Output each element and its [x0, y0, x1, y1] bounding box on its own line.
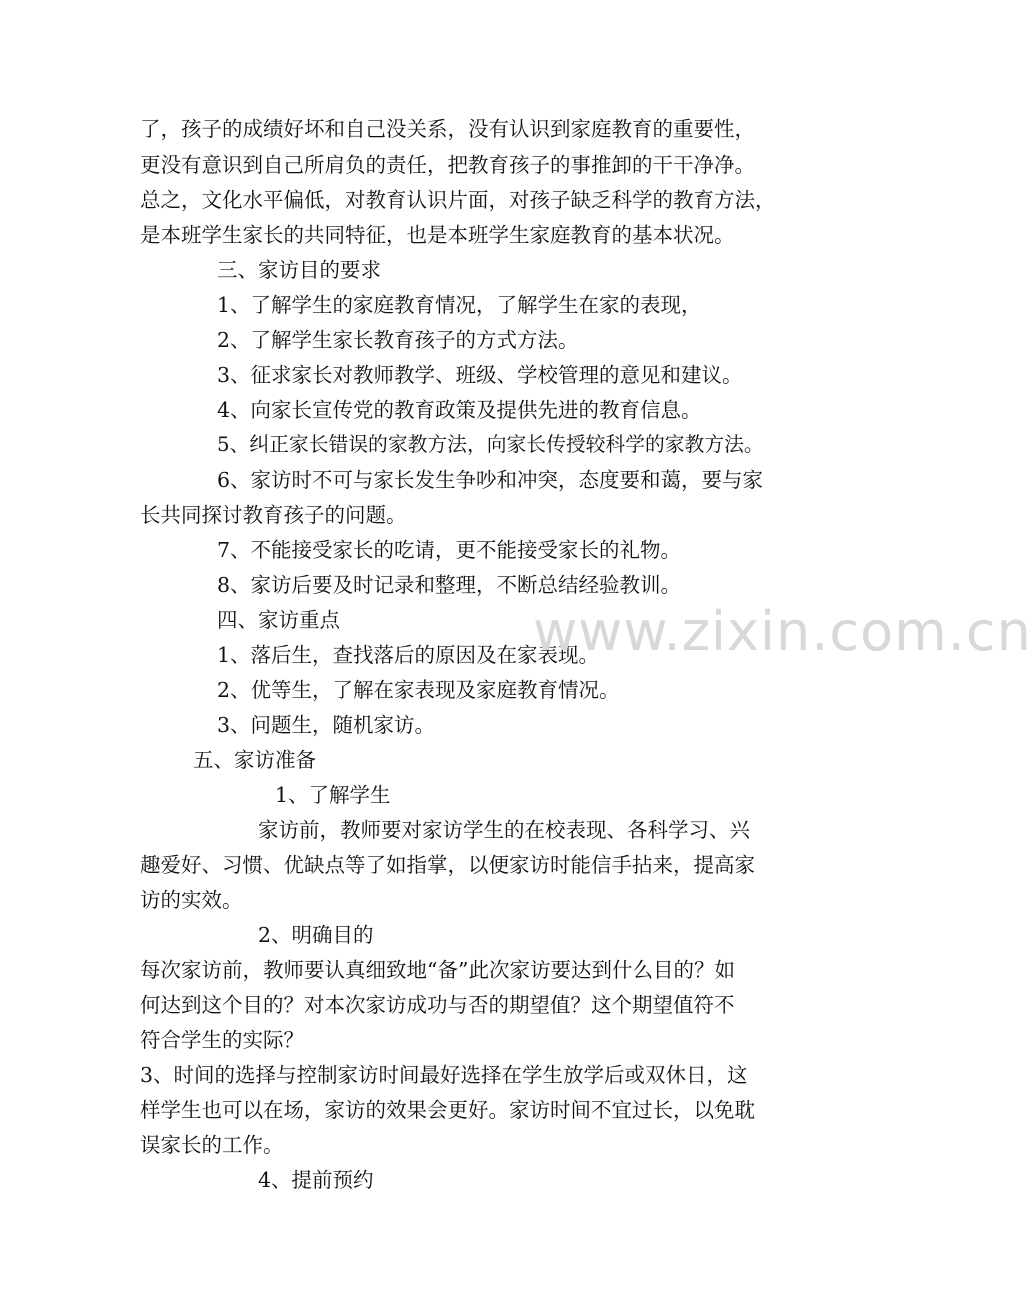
intro-line-2: 更没有意识到自己所肩负的责任，把教育孩子的事推卸的干干净净。 [140, 153, 755, 177]
section3-item-2: 2、了解学生家长教育孩子的方式方法。 [217, 328, 579, 352]
sub3-body-line-2: 样学生也可以在场，家访的效果会更好。家访时间不宜过长，以免耽 [140, 1098, 755, 1122]
sub2-heading: 2、明确目的 [258, 923, 374, 947]
section3-item-7: 7、不能接受家长的吃请，更不能接受家长的礼物。 [217, 538, 682, 562]
sub2-body-line-3: 符合学生的实际？ [140, 1028, 304, 1052]
section3-heading: 三、家访目的要求 [217, 258, 381, 282]
intro-line-4: 是本班学生家长的共同特征，也是本班学生家庭教育的基本状况。 [140, 223, 735, 247]
section3-item-8: 8、家访后要及时记录和整理，不断总结经验教训。 [217, 573, 682, 597]
section3-item-5: 5、纠正家长错误的家教方法，向家长传授较科学的家教方法。 [217, 433, 764, 456]
section3-item-6-cont: 长共同探讨教育孩子的问题。 [140, 503, 407, 527]
sub2-body-line-2: 何达到这个目的？对本次家访成功与否的期望值？这个期望值符不 [140, 993, 735, 1017]
sub1-body-line-1: 家访前，教师要对家访学生的在校表现、各科学习、兴 [258, 818, 750, 842]
sub3-body-line-3: 误家长的工作。 [140, 1133, 284, 1157]
section3-item-6: 6、家访时不可与家长发生争吵和冲突，态度要和蔼，要与家 [217, 468, 764, 492]
section4-heading: 四、家访重点 [217, 608, 340, 632]
intro-line-1: 了，孩子的成绩好坏和自己没关系，没有认识到家庭教育的重要性， [140, 117, 755, 141]
section3-item-4: 4、向家长宣传党的教育政策及提供先进的教育信息。 [217, 398, 702, 422]
watermark: www.zixin.com.cn [533, 600, 1032, 663]
section3-item-1: 1、了解学生的家庭教育情况，了解学生在家的表现， [217, 293, 702, 317]
section4-item-2: 2、优等生，了解在家表现及家庭教育情况。 [217, 678, 620, 702]
section4-item-3: 3、问题生，随机家访。 [217, 713, 436, 737]
section3-item-3: 3、征求家长对教师教学、班级、学校管理的意见和建议。 [217, 363, 743, 387]
sub1-body-line-3: 访的实效。 [140, 888, 243, 912]
intro-line-3: 总之，文化水平偏低，对教育认识片面，对孩子缺乏科学的教育方法， [140, 188, 776, 212]
section4-item-1: 1、落后生，查找落后的原因及在家表现。 [217, 643, 600, 667]
sub1-body-line-2: 趣爱好、习惯、优缺点等了如指掌，以便家访时能信手拈来，提高家 [140, 853, 755, 877]
section5-heading: 五、家访准备 [193, 748, 316, 772]
sub1-heading: 1、了解学生 [275, 783, 391, 807]
sub3-body-line-1: 3、时间的选择与控制家访时间最好选择在学生放学后或双休日，这 [140, 1063, 748, 1087]
sub2-body-line-1: 每次家访前，教师要认真细致地“备”此次家访要达到什么目的？如 [140, 958, 735, 982]
sub4-heading: 4、提前预约 [258, 1168, 374, 1192]
